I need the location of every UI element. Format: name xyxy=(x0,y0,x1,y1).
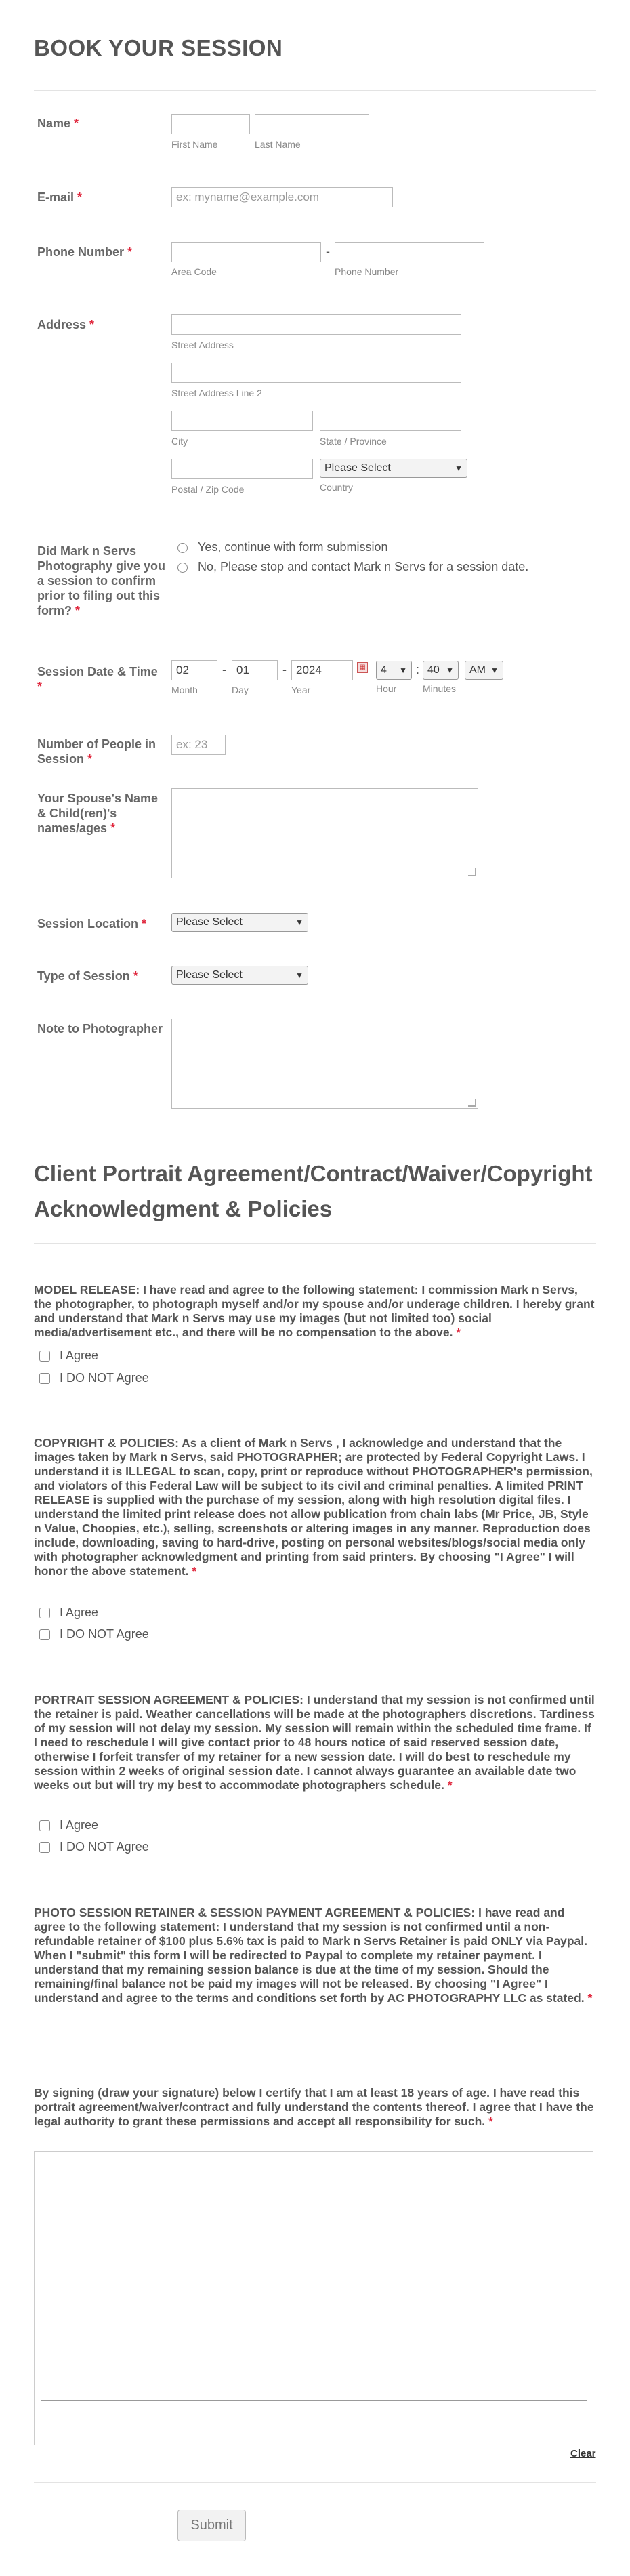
city-sublabel: City xyxy=(171,436,188,447)
address-label: Address * xyxy=(37,318,95,331)
location-label: Session Location * xyxy=(37,917,147,931)
signature-pad[interactable] xyxy=(34,2151,593,2445)
phone-label: Phone Number * xyxy=(37,245,133,259)
last-name-input[interactable] xyxy=(255,114,369,134)
resize-handle-icon[interactable] xyxy=(468,868,476,876)
copyright-agree-label[interactable]: I Agree xyxy=(60,1606,99,1619)
month-sublabel: Month xyxy=(171,684,198,695)
session-location-select[interactable]: Please Select ▼ xyxy=(171,913,308,932)
phone-number-input[interactable] xyxy=(335,242,484,262)
hour-sublabel: Hour xyxy=(376,683,397,694)
chevron-down-icon: ▼ xyxy=(490,666,499,675)
copyright-disagree-label[interactable]: I DO NOT Agree xyxy=(60,1627,149,1641)
name-label: Name * xyxy=(37,117,79,130)
calendar-icon[interactable]: ▦ xyxy=(357,662,368,673)
street-address-2-sublabel: Street Address Line 2 xyxy=(171,388,262,398)
chevron-down-icon: ▼ xyxy=(399,666,407,675)
hour-select[interactable]: 4 ▼ xyxy=(376,661,412,680)
spouse-children-textarea[interactable] xyxy=(171,788,478,878)
note-label: Note to Photographer xyxy=(37,1022,163,1036)
model-release-agree-checkbox[interactable] xyxy=(39,1351,50,1362)
confirm-yes-label[interactable]: Yes, continue with form submission xyxy=(198,540,388,554)
portrait-agree-checkbox[interactable] xyxy=(39,1820,50,1831)
date-dash-2: - xyxy=(282,663,287,676)
month-input[interactable] xyxy=(171,660,217,680)
signature-baseline xyxy=(41,2400,587,2401)
copyright-agree-checkbox[interactable] xyxy=(39,1608,50,1618)
resize-handle-icon[interactable] xyxy=(468,1099,476,1107)
first-name-input[interactable] xyxy=(171,114,250,134)
clear-signature-link[interactable]: Clear xyxy=(570,2448,596,2459)
email-input[interactable] xyxy=(171,187,393,207)
minutes-select[interactable]: 40 ▼ xyxy=(423,661,459,680)
state-input[interactable] xyxy=(320,411,461,431)
submit-button[interactable]: Submit xyxy=(177,2510,246,2541)
confirm-yes-radio[interactable] xyxy=(177,543,188,553)
divider xyxy=(34,1243,596,1244)
country-select[interactable]: Please Select ▼ xyxy=(320,459,467,478)
year-input[interactable] xyxy=(291,660,353,680)
people-count-input[interactable] xyxy=(171,735,226,755)
date-dash-1: - xyxy=(222,663,226,676)
model-release-disagree-label[interactable]: I DO NOT Agree xyxy=(60,1371,149,1385)
copyright-disagree-checkbox[interactable] xyxy=(39,1629,50,1640)
agreement-heading: Client Portrait Agreement/Contract/Waiver/Copyright Acknowledgment & Policies xyxy=(34,1161,593,1221)
year-sublabel: Year xyxy=(291,684,311,695)
day-sublabel: Day xyxy=(232,684,249,695)
type-label: Type of Session * xyxy=(37,969,138,983)
model-release-text: MODEL RELEASE: I have read and agree to the following statement: I commission Mark n Servs, the photographer, to photograph myself and/or my spouse and/or underage children. I hereby grant and understand that Mark n Servs may use my images (but not limited too) social media/advertisement etc., and there will be no compensation to the above. * xyxy=(34,1283,595,1339)
time-colon: : xyxy=(416,663,420,676)
street-address-2-input[interactable] xyxy=(171,363,461,383)
area-code-sublabel: Area Code xyxy=(171,266,217,277)
chevron-down-icon: ▼ xyxy=(295,970,303,980)
portrait-policy-text: PORTRAIT SESSION AGREEMENT & POLICIES: I understand that my session is not confirmed until the retainer is paid. Weather cancellations will be made at the photographers discretions. Tardiness of my session will not delay my session. My session will remain within the scheduled time frame. If I need to reschedule I will give contact prior to 48 hours notice of said reserved session date, otherwise I forfeit transfer of my retainer for a new session date. I will do best to reschedule my session within 2 weeks of original session date. I cannot always guarantee an available date two weeks out but will try my best to accommodate photographers schedule. * xyxy=(34,1693,595,1792)
portrait-disagree-label[interactable]: I DO NOT Agree xyxy=(60,1840,149,1854)
confirm-no-label[interactable]: No, Please stop and contact Mark n Servs for a session date. xyxy=(198,560,529,573)
chevron-down-icon: ▼ xyxy=(446,666,454,675)
confirm-no-radio[interactable] xyxy=(177,563,188,573)
chevron-down-icon: ▼ xyxy=(295,918,303,927)
phone-dash: - xyxy=(326,245,330,258)
confirm-label: Did Mark n Servs Photography give you a session to confirm prior to filing out this form? * xyxy=(37,544,166,617)
portrait-agree-label[interactable]: I Agree xyxy=(60,1818,99,1832)
people-label: Number of People in Session * xyxy=(37,737,156,766)
first-name-sublabel: First Name xyxy=(171,139,218,150)
divider xyxy=(34,2482,596,2483)
street-address-input[interactable] xyxy=(171,314,461,335)
street-address-sublabel: Street Address xyxy=(171,340,234,350)
model-release-agree-label[interactable]: I Agree xyxy=(60,1349,99,1362)
chevron-down-icon: ▼ xyxy=(455,464,463,473)
ampm-select[interactable]: AM ▼ xyxy=(465,661,503,680)
state-sublabel: State / Province xyxy=(320,436,387,447)
minutes-sublabel: Minutes xyxy=(423,683,457,694)
portrait-disagree-checkbox[interactable] xyxy=(39,1842,50,1853)
session-date-label: Session Date & Time * xyxy=(37,665,158,693)
area-code-input[interactable] xyxy=(171,242,321,262)
session-type-select[interactable]: Please Select ▼ xyxy=(171,966,308,985)
page-title: BOOK YOUR SESSION xyxy=(34,35,283,60)
signature-text: By signing (draw your signature) below I certify that I am at least 18 years of age. I have read this portrait agreement/waiver/contract and fully understand the contents thereof. I agree that I have the legal authority to grant these permissions and accept all responsibility for such. * xyxy=(34,2086,594,2128)
country-sublabel: Country xyxy=(320,482,354,493)
email-label: E-mail * xyxy=(37,190,83,204)
last-name-sublabel: Last Name xyxy=(255,139,301,150)
note-textarea[interactable] xyxy=(171,1019,478,1109)
postal-code-sublabel: Postal / Zip Code xyxy=(171,484,245,495)
model-release-disagree-checkbox[interactable] xyxy=(39,1373,50,1384)
retainer-policy-text: PHOTO SESSION RETAINER & SESSION PAYMENT AGREEMENT & POLICIES: I have read and agree to the following statement: I understand that my session is not confirmed until a non-refundable retainer of $100 plus 5.6% tax is paid to Mark n Servs Retainer is paid ONLY via Paypal. When I "submit" this form I will be redirected to Paypal to complete my retainer payment. I understand that my remaining session balance is due at the time of my session. Should the remaining/final balance not be paid my images will not be released. By choosing "I Agree" I understand and agree to the terms and conditions set forth by AC PHOTOGRAPHY LLC as stated. * xyxy=(34,1906,593,2005)
copyright-text: COPYRIGHT & POLICIES: As a client of Mark n Servs , I acknowledge and understand that the images taken by Mark n Servs, said PHOTOGRAPHER; are protected by Federal Copyright Laws. I understand it is ILLEGAL to scan, copy, print or reproduce without PHOTOGRAPHER's permission, and violators of this Federal Law will be subject to its civil and criminal penalties. A limited PRINT RELEASE is supplied with the purchase of my session, along with high resolution digital files. I understand the limited print release does not allow publication from chain labs (Mr Price, JB, Style n Value, Choopies, etc.), selling, screenshots or altering images in any manner. Reproduction does include, downloading, saving to hard-drive, posting on personal websites/blogs/social media only with photographer acknowledgment and printing from said printers. By choosing "I Agree" I will honor the above statement. * xyxy=(34,1436,593,1578)
spouse-label: Your Spouse's Name & Child(ren)'s names/ages * xyxy=(37,792,158,835)
divider xyxy=(34,90,596,91)
phone-number-sublabel: Phone Number xyxy=(335,266,399,277)
day-input[interactable] xyxy=(232,660,278,680)
city-input[interactable] xyxy=(171,411,313,431)
postal-code-input[interactable] xyxy=(171,459,313,479)
